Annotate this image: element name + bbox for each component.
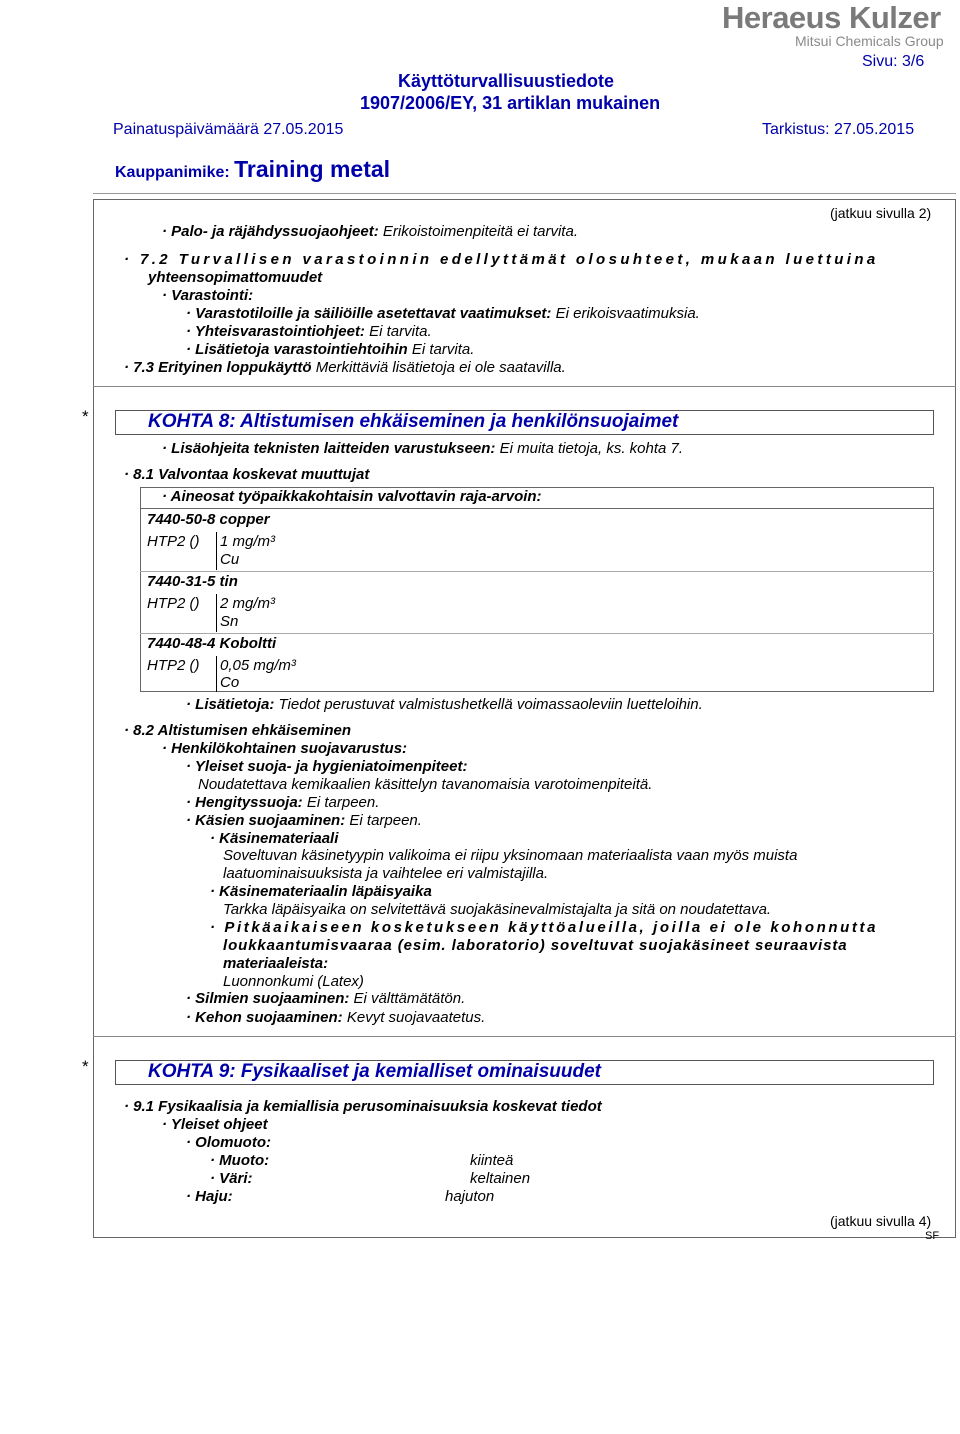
form-value: kiinteä xyxy=(470,1152,514,1169)
fire-protection: · Palo- ja räjähdyssuojaohjeet: Erikoistoimenpiteitä ei tarvita. xyxy=(162,223,578,240)
htp-divider xyxy=(216,656,217,692)
header-divider xyxy=(93,193,956,194)
section-divider xyxy=(93,386,956,387)
section-7-3: · 7.3 Erityinen loppukäyttö Merkittäviä lisätietoja ei ole saatavilla. xyxy=(124,359,566,376)
hygiene-value: Noudatettava kemikaalien käsittelyn tavanomaisia varotoimenpiteitä. xyxy=(198,776,653,793)
document-title: Käyttöturvallisuustiedote xyxy=(398,71,615,91)
section-8-title: KOHTA 8: Altistumisen ehkäiseminen ja henkilönsuojaimet xyxy=(148,411,679,432)
element-symbol: Sn xyxy=(220,613,239,630)
revision-date: Tarkistus: 27.05.2015 xyxy=(762,121,915,138)
htp-label: HTP2 () xyxy=(147,595,200,612)
glove-material-label: · Käsinemateriaali xyxy=(210,830,339,847)
continued-from: (jatkuu sivulla 2) xyxy=(830,205,932,221)
storage-requirements: · Varastotiloille ja säiliöille asetettavat vaatimukset: Ei erikoisvaatimuksia. xyxy=(186,305,700,322)
storage-label: · Varastointi: xyxy=(162,287,254,304)
company-logo-subtitle: Mitsui Chemicals Group xyxy=(795,33,944,49)
section-8-change-marker: * xyxy=(82,407,89,426)
glove-material-value: Luonnonkumi (Latex) xyxy=(223,973,364,990)
long-term-contact-line2: loukkaantumisvaaraa (esim. laboratorio) soveltuvat suojakäsineet seuraavista xyxy=(223,937,848,954)
section-8-2-heading: · 8.2 Altistumisen ehkäiseminen xyxy=(124,722,352,739)
htp-label: HTP2 () xyxy=(147,657,200,674)
storage-more-info: · Lisätietoja varastointiehtoihin Ei tarvita. xyxy=(186,341,475,358)
body-protection: · Kehon suojaaminen: Kevyt suojavaatetus. xyxy=(186,1009,486,1026)
htp-value: 1 mg/m³ xyxy=(220,533,276,550)
section-7-2-heading: · 7.2 Turvallisen varastoinnin edellyttämät olosuhteet, mukaan luettuina xyxy=(124,251,879,268)
odour-value: hajuton xyxy=(445,1188,495,1205)
appearance-label: · Olomuoto: xyxy=(186,1134,271,1151)
print-date: Painatuspäivämäärä 27.05.2015 xyxy=(113,121,344,138)
substance-name: 7440-48-4 Koboltti xyxy=(147,635,277,652)
page-number: Sivu: 3/6 xyxy=(862,53,925,70)
section-9-change-marker: * xyxy=(82,1057,89,1076)
document-subtitle: 1907/2006/EY, 31 artiklan mukainen xyxy=(360,93,661,113)
section-divider xyxy=(93,1036,956,1037)
eye-protection: · Silmien suojaaminen: Ei välttämätätön. xyxy=(186,990,466,1007)
personal-protection: · Henkilökohtainen suojavarustus: xyxy=(162,740,408,757)
htp-value: 2 mg/m³ xyxy=(220,595,276,612)
htp-divider xyxy=(216,594,217,632)
hygiene-label: · Yleiset suoja- ja hygieniatoimenpiteet: xyxy=(186,758,468,775)
element-symbol: Co xyxy=(220,674,240,691)
odour-label: · Haju: xyxy=(186,1188,233,1205)
trade-name-row xyxy=(115,156,390,183)
row-divider xyxy=(140,633,934,634)
company-logo: Heraeus Kulzer xyxy=(722,0,941,35)
continued-to: (jatkuu sivulla 4) xyxy=(830,1213,932,1229)
glove-material-line1: Soveltuvan käsinetyypin valikoima ei riipu yksinomaan materiaalista vaan myös muista xyxy=(223,847,798,864)
general-info: · Yleiset ohjeet xyxy=(162,1116,268,1133)
section-8-1-heading: · 8.1 Valvontaa koskevat muuttujat xyxy=(124,466,370,483)
joint-storage: · Yhteisvarastointiohjeet: Ei tarvita. xyxy=(186,323,432,340)
section-9-1-heading: · 9.1 Fysikaalisia ja kemiallisia perusominaisuuksia koskevat tiedot xyxy=(124,1098,602,1115)
trade-name: Training metal xyxy=(234,156,391,182)
color-value: keltainen xyxy=(470,1170,531,1187)
substance-name: 7440-31-5 tin xyxy=(147,573,238,590)
limits-table-header: · Aineosat työpaikkakohtaisin valvottavin raja-arvoin: xyxy=(162,488,542,505)
form-label: · Muoto: xyxy=(210,1152,270,1169)
glove-penetration-label: · Käsinemateriaalin läpäisyaika xyxy=(210,883,432,900)
long-term-contact-line1: · Pitkäaikaiseen kosketukseen käyttöalueilla, joilla ei ole kohonnutta xyxy=(210,919,879,936)
language-code: SF xyxy=(925,1230,940,1242)
section-7-2-heading-cont: yhteensopimattomuudet xyxy=(148,269,323,286)
limits-header-divider xyxy=(140,508,934,509)
row-divider xyxy=(140,571,934,572)
hand-protection: · Käsien suojaaminen: Ei tarpeen. xyxy=(186,812,422,829)
section-9-title: KOHTA 9: Fysikaaliset ja kemialliset ominaisuudet xyxy=(148,1061,601,1082)
element-symbol: Cu xyxy=(220,551,240,568)
color-label: · Väri: xyxy=(210,1170,253,1187)
htp-divider xyxy=(216,532,217,570)
trade-name-label: Kauppanimike: xyxy=(115,164,230,181)
technical-equipment: · Lisäohjeita teknisten laitteiden varustukseen: Ei muita tietoja, ks. kohta 7. xyxy=(162,440,684,457)
glove-penetration-value: Tarkka läpäisyaika on selvitettävä suojakäsinevalmistajalta ja sitä on noudatettava. xyxy=(223,901,772,918)
substance-name: 7440-50-8 copper xyxy=(147,511,270,528)
htp-label: HTP2 () xyxy=(147,533,200,550)
long-term-contact-line3: materiaaleista: xyxy=(223,955,329,972)
glove-material-line2: laatuominaisuuksista ja vaihtelee eri valmistajilla. xyxy=(223,865,549,882)
respiratory-protection: · Hengityssuoja: Ei tarpeen. xyxy=(186,794,380,811)
additional-info: · Lisätietoja: Tiedot perustuvat valmistushetkellä voimassaoleviin luetteloihin. xyxy=(186,696,703,713)
htp-value: 0,05 mg/m³ xyxy=(220,657,296,674)
